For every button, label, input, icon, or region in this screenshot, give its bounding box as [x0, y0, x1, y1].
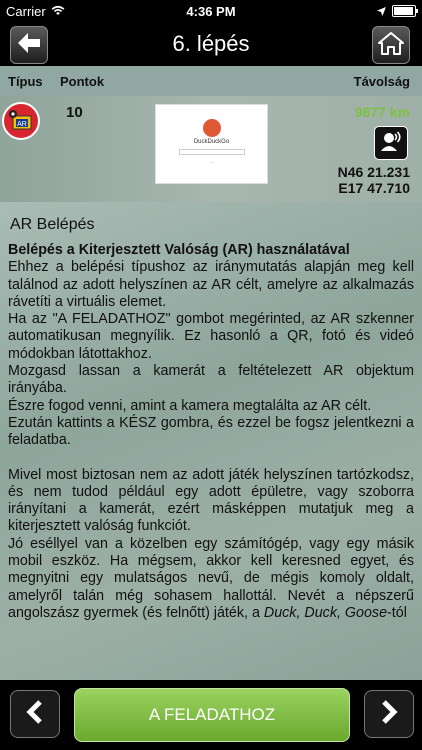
chevron-right-icon	[379, 700, 399, 729]
player-button[interactable]	[374, 126, 408, 160]
person-badge-icon	[379, 130, 403, 157]
step-thumbnail[interactable]	[155, 104, 268, 184]
instructions-paragraph: Mozgasd lassan a kamerát a feltételezett AR objektum irányába.	[8, 363, 414, 397]
coordinate-east: E17 47.710	[338, 180, 410, 196]
thumbnail-search-bar	[179, 149, 245, 155]
wifi-icon	[51, 4, 65, 19]
back-arrow-icon	[17, 32, 41, 59]
instructions-paragraph: Ezután kattints a KÉSZ gombra, és ezzel be fogsz jelentkezni a feladatba.	[8, 414, 414, 449]
points-value: 10	[66, 104, 83, 121]
paragraph-spacer	[8, 450, 414, 467]
coordinate-north: N46 21.231	[337, 164, 410, 180]
nav-bar	[0, 22, 422, 66]
carrier-label: Carrier	[6, 3, 46, 19]
instructions-title: AR Belépés	[10, 216, 95, 233]
previous-button[interactable]	[10, 690, 60, 738]
clock: 4:36 PM	[186, 3, 236, 19]
instructions-heading: Belépés a Kiterjesztett Valóság (AR) használatával	[8, 242, 350, 258]
instructions-body	[8, 242, 414, 622]
location-arrow-icon	[377, 4, 386, 19]
to-task-button[interactable]: A FELADATHOZ	[74, 688, 350, 742]
next-button[interactable]	[364, 690, 414, 738]
bottom-toolbar	[0, 680, 422, 750]
chevron-left-icon	[25, 700, 45, 729]
step-info-panel	[0, 96, 422, 202]
thumbnail-site-name: DuckDuckGo	[193, 139, 230, 145]
instructions-paragraph: Ehhez a belépési típushoz az iránymutatás alapján meg kell találnod az adott helyszínen az AR célt, amelyre az alkalmazás rávetíti a virtuális elemet.	[8, 259, 414, 310]
column-points: Pontok	[60, 73, 105, 89]
instructions-paragraph: Észre fogod venni, amint a kamera megtalálta az AR célt.	[8, 397, 372, 414]
distance-value: 9877 km	[354, 104, 410, 120]
column-header-row	[0, 66, 422, 96]
instructions-panel[interactable]	[0, 202, 422, 680]
column-type: Típus	[8, 73, 43, 89]
thumbnail-subtext: —	[209, 159, 214, 164]
ar-icon-text: AR	[17, 121, 27, 128]
home-button[interactable]	[372, 26, 410, 64]
instructions-text: -tól	[387, 604, 407, 621]
back-button[interactable]	[10, 26, 48, 64]
home-icon	[378, 31, 404, 60]
page-title: 6. lépés	[172, 31, 250, 56]
instructions-paragraph: Mivel most biztosan nem az adott játék helyszínen tartózkodsz, és nem tudod például egy adott épületre, vagy szoborra irányítani a kamerát, ezért másképpen mutatjuk meg a kiterjesztett valóság funkciót.	[8, 466, 414, 535]
instructions-paragraph: Ha az "A FELADATHOZ" gombot megérinted, az AR szkenner automatikusan megnyílik. Ez hasonló a QR, fotó és videó módokban látottakhoz.	[8, 311, 414, 362]
duckduckgo-logo-icon	[203, 119, 221, 137]
status-bar	[0, 0, 422, 22]
instructions-paragraph	[8, 536, 414, 622]
instructions-emphasis: Duck, Duck, Goose	[263, 604, 388, 621]
ar-location-icon	[2, 102, 40, 140]
instructions-text: Jó eséllyel van a közelben egy számítógép, vagy egy másik mobil eszköz. Ha mégsem, akkor kell keresned egyet, és megnyitni egy mulatságos nevű, de mégis komoly oldalt, amelyről talán még sohasem hallottál. Nevét a népszerű angolszász gyermek (és felnőtt) játék, a	[8, 535, 414, 621]
column-distance: Távolság	[353, 73, 410, 89]
battery-icon	[392, 5, 416, 17]
